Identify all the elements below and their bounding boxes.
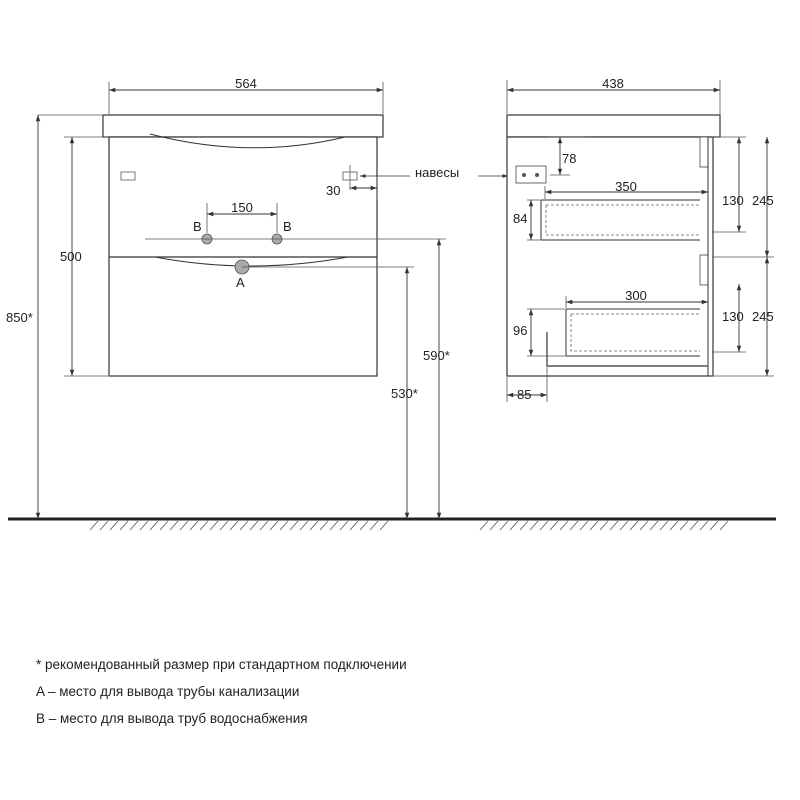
dim-leg-85: 85 — [517, 387, 532, 402]
dim-drain-height-530: 530* — [391, 386, 418, 401]
dim-upper-drawer-depth-350: 350 — [615, 179, 637, 194]
dim-total-height-850: 850* — [6, 310, 33, 325]
dim-hanger-top-78: 78 — [562, 151, 577, 166]
legend-notes — [36, 655, 407, 736]
side-view — [507, 76, 774, 402]
dim-depth-438: 438 — [602, 76, 624, 91]
hanger-left-icon — [121, 172, 135, 180]
note-drain-a: A – место для вывода трубы канализации — [36, 684, 300, 699]
dim-lower-front-130: 130 — [722, 309, 744, 324]
dim-lower-section-245: 245 — [752, 309, 774, 324]
dim-upper-drawer-height-84: 84 — [513, 211, 528, 226]
pipe-b-right-label: B — [283, 219, 292, 234]
side-hanger-icon — [516, 166, 546, 183]
note-recommended: * рекомендованный размер при стандартном подключении — [36, 657, 407, 672]
drain-a-label: A — [236, 275, 245, 290]
floor — [8, 519, 776, 530]
dim-hanger-offset-30: 30 — [326, 183, 341, 198]
dim-upper-front-130: 130 — [722, 193, 744, 208]
dim-pipe-spacing-150: 150 — [231, 200, 253, 215]
note-supply-b: B – место для вывода труб водоснабжения — [36, 711, 308, 726]
dim-lower-drawer-depth-300: 300 — [625, 288, 647, 303]
dim-width-564: 564 — [235, 76, 257, 91]
dim-lower-drawer-height-96: 96 — [513, 323, 528, 338]
hanger-callout-label: навесы — [415, 165, 460, 180]
dim-supply-height-590: 590* — [423, 348, 450, 363]
dim-upper-section-245: 245 — [752, 193, 774, 208]
front-countertop — [103, 115, 383, 137]
front-view — [6, 76, 508, 519]
side-countertop — [507, 115, 720, 137]
dim-height-500: 500 — [60, 249, 82, 264]
pipe-b-left-label: B — [193, 219, 202, 234]
